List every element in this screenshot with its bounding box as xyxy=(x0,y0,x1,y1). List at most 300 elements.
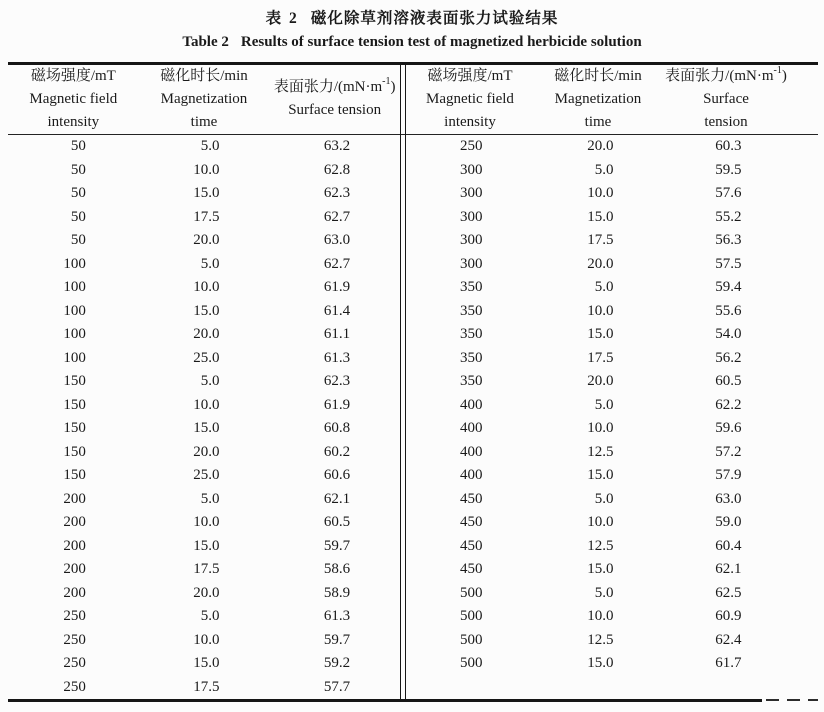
cell-value: 5.0 xyxy=(594,279,614,296)
table-title-en xyxy=(0,31,824,53)
cell-value: 100 xyxy=(63,302,86,319)
cell-value: 62.2 xyxy=(715,396,742,413)
cell-value: 50 xyxy=(70,138,86,155)
magnetic-field-intensity-cell xyxy=(8,655,139,672)
cell-value: 150 xyxy=(63,443,86,460)
table-bottom-rule xyxy=(8,699,762,702)
col-header-en-line2: time xyxy=(190,113,218,130)
col-header-zh: 表面张力$/(mN\cdot m^{-1})$ xyxy=(273,76,396,95)
surface-tension-cell xyxy=(662,279,790,296)
magnetization-time-cell xyxy=(534,279,662,296)
cell-value: 57.6 xyxy=(715,185,742,202)
magnetization-time-cell xyxy=(139,209,270,226)
table-title-en-text: Results of surface tension test of magnetized herbicide solution xyxy=(240,34,642,50)
surface-tension-cell xyxy=(662,209,790,226)
magnetic-field-intensity-cell xyxy=(8,585,139,602)
col-header-en-line2: intensity xyxy=(444,113,496,130)
cell-value: 17.5 xyxy=(193,561,220,578)
cell-value: 62.7 xyxy=(323,208,351,225)
table-row xyxy=(406,535,790,559)
magnetization-time-cell xyxy=(139,326,270,343)
table-title-zh xyxy=(0,7,824,31)
magnetic-field-intensity-cell xyxy=(406,303,534,320)
cell-value: 5.0 xyxy=(594,584,614,601)
magnetic-field-intensity-cell xyxy=(8,256,139,273)
cell-value: 20.0 xyxy=(193,584,220,601)
magnetization-time-cell xyxy=(534,444,662,461)
table-left-rows xyxy=(8,135,400,699)
cell-value: 55.2 xyxy=(715,208,742,225)
cell-value: 350 xyxy=(460,326,483,343)
surface-tension-cell xyxy=(269,420,400,437)
magnetization-time-cell xyxy=(139,632,270,649)
table-row xyxy=(8,323,400,347)
cell-value: 25.0 xyxy=(193,349,220,366)
table-left-header xyxy=(8,65,400,134)
cell-value: 10.0 xyxy=(193,631,220,648)
cell-value: 350 xyxy=(460,349,483,366)
table-row xyxy=(406,488,790,512)
cell-value: 57.2 xyxy=(715,443,742,460)
unit-superscript: -1 xyxy=(773,64,782,76)
magnetic-field-intensity-cell xyxy=(406,162,534,179)
surface-tension-cell xyxy=(269,679,400,696)
table-row xyxy=(8,558,400,582)
magnetic-field-intensity-cell xyxy=(406,655,534,672)
surface-tension-cell xyxy=(662,655,790,672)
magnetic-field-intensity-cell xyxy=(8,514,139,531)
magnetic-field-intensity-cell xyxy=(406,326,534,343)
col-header-en-line1: Magnetic field xyxy=(29,90,118,107)
surface-tension-cell xyxy=(269,561,400,578)
cell-value: 350 xyxy=(460,302,483,319)
table-left-half xyxy=(8,65,400,700)
magnetization-time-cell xyxy=(139,373,270,390)
magnetization-time-cell xyxy=(139,585,270,602)
cell-value: 61.1 xyxy=(323,326,351,343)
table-row xyxy=(406,206,790,230)
cell-value: 61.3 xyxy=(323,608,351,625)
magnetization-time-cell xyxy=(534,350,662,367)
cell-value: 20.0 xyxy=(587,373,614,390)
surface-tension-cell xyxy=(662,303,790,320)
surface-tension-cell xyxy=(269,209,400,226)
magnetization-time-cell xyxy=(139,420,270,437)
surface-tension-cell xyxy=(662,326,790,343)
cell-value: 350 xyxy=(460,373,483,390)
magnetic-field-intensity-cell xyxy=(406,632,534,649)
table-row xyxy=(406,605,790,629)
cell-value: 100 xyxy=(63,279,86,296)
cell-value: 5.0 xyxy=(200,255,220,272)
magnetic-field-intensity-cell xyxy=(406,608,534,625)
cell-value: 15.0 xyxy=(193,302,220,319)
magnetic-field-intensity-cell xyxy=(8,467,139,484)
cell-value: 150 xyxy=(63,373,86,390)
cell-value: 5.0 xyxy=(594,396,614,413)
surface-tension-cell xyxy=(269,373,400,390)
cell-value: 62.8 xyxy=(323,161,351,178)
cell-value: 62.7 xyxy=(323,255,351,272)
magnetization-time-cell xyxy=(139,679,270,696)
cell-value: 5.0 xyxy=(200,138,220,155)
magnetization-time-cell xyxy=(534,467,662,484)
cell-value: 20.0 xyxy=(193,443,220,460)
magnetic-field-intensity-cell xyxy=(406,279,534,296)
surface-tension-cell xyxy=(269,162,400,179)
table-row xyxy=(8,253,400,277)
table-row xyxy=(406,182,790,206)
magnetization-time-cell xyxy=(534,303,662,320)
table-right-header xyxy=(406,65,790,134)
cell-value: 62.3 xyxy=(323,185,351,202)
cell-value: 400 xyxy=(460,396,483,413)
cell-value: 17.5 xyxy=(193,208,220,225)
magnetization-time-cell xyxy=(139,350,270,367)
table-row xyxy=(406,629,790,653)
cell-value: 63.2 xyxy=(323,138,351,155)
magnetization-time-cell xyxy=(534,655,662,672)
cell-value: 10.0 xyxy=(587,185,614,202)
cell-value: 10.0 xyxy=(587,420,614,437)
cell-value: 15.0 xyxy=(587,208,614,225)
table-row xyxy=(406,300,790,324)
table-row xyxy=(8,417,400,441)
magnetic-field-intensity-cell xyxy=(406,350,534,367)
magnetization-time-cell xyxy=(139,655,270,672)
magnetic-field-intensity-cell xyxy=(406,491,534,508)
cell-value: 15.0 xyxy=(193,185,220,202)
table-row xyxy=(8,535,400,559)
magnetization-time-cell xyxy=(139,444,270,461)
cell-value: 300 xyxy=(460,232,483,249)
surface-tension-cell xyxy=(269,232,400,249)
table-row xyxy=(8,347,400,371)
cell-value: 300 xyxy=(460,255,483,272)
surface-tension-cell xyxy=(662,585,790,602)
cell-value: 20.0 xyxy=(193,232,220,249)
magnetization-time-cell xyxy=(139,232,270,249)
cell-value: 400 xyxy=(460,443,483,460)
col-header-zh: 磁化时长/min xyxy=(160,67,248,84)
magnetic-field-intensity-cell xyxy=(8,185,139,202)
cell-value: 15.0 xyxy=(193,655,220,672)
magnetic-field-intensity-cell xyxy=(406,561,534,578)
cell-value: 10.0 xyxy=(193,279,220,296)
table-row xyxy=(406,253,790,277)
magnetic-field-intensity-cell xyxy=(8,326,139,343)
col-header-surface-tension xyxy=(269,65,400,134)
surface-tension-cell xyxy=(662,420,790,437)
cell-value: 5.0 xyxy=(594,490,614,507)
surface-tension-cell xyxy=(662,538,790,555)
magnetic-field-intensity-cell xyxy=(8,679,139,696)
cell-value: 15.0 xyxy=(193,420,220,437)
cell-value: 60.9 xyxy=(715,608,742,625)
magnetization-time-cell xyxy=(534,326,662,343)
cell-value: 10.0 xyxy=(193,161,220,178)
table-row xyxy=(8,229,400,253)
magnetic-field-intensity-cell xyxy=(8,420,139,437)
table-row xyxy=(406,558,790,582)
col-header-zh: 表面张力$/(mN\cdot m^{-1})$ xyxy=(665,64,787,84)
magnetic-field-intensity-cell xyxy=(8,232,139,249)
cell-value: 150 xyxy=(63,396,86,413)
cell-value: 56.3 xyxy=(715,232,742,249)
magnetic-field-intensity-cell xyxy=(406,138,534,155)
cell-value: 500 xyxy=(460,655,483,672)
surface-tension-cell xyxy=(269,350,400,367)
col-header-magnetization-time xyxy=(139,65,270,134)
cell-value: 60.5 xyxy=(323,514,351,531)
magnetization-time-cell xyxy=(139,514,270,531)
surface-tension-cell xyxy=(269,491,400,508)
cell-value: 17.5 xyxy=(587,232,614,249)
magnetic-field-intensity-cell xyxy=(8,632,139,649)
magnetization-time-cell xyxy=(139,538,270,555)
table-row xyxy=(8,370,400,394)
cell-value: 350 xyxy=(460,279,483,296)
magnetization-time-cell xyxy=(139,467,270,484)
cell-value: 400 xyxy=(460,467,483,484)
table-row xyxy=(406,441,790,465)
table-row xyxy=(406,652,790,676)
table-title-zh-text: 磁化除草剂溶液表面张力试验结果 xyxy=(310,10,559,27)
table-row xyxy=(406,229,790,253)
cell-value: 56.2 xyxy=(715,349,742,366)
magnetic-field-intensity-cell xyxy=(406,256,534,273)
surface-tension-cell xyxy=(662,514,790,531)
table-row xyxy=(8,276,400,300)
cell-value: 61.4 xyxy=(323,302,351,319)
surface-tension-cell xyxy=(269,397,400,414)
cell-value: 450 xyxy=(460,514,483,531)
magnetization-time-cell xyxy=(534,138,662,155)
magnetic-field-intensity-cell xyxy=(406,585,534,602)
magnetic-field-intensity-cell xyxy=(8,373,139,390)
magnetization-time-cell xyxy=(139,303,270,320)
cell-value: 5.0 xyxy=(594,161,614,178)
cell-value: 10.0 xyxy=(587,608,614,625)
magnetization-time-cell xyxy=(534,608,662,625)
magnetization-time-cell xyxy=(139,561,270,578)
cell-value: 55.6 xyxy=(715,302,742,319)
cell-value: 60.2 xyxy=(323,443,351,460)
cell-value: 60.8 xyxy=(323,420,351,437)
table-bottom-rule-dashes xyxy=(766,699,818,702)
magnetic-field-intensity-cell xyxy=(8,397,139,414)
col-header-en-line1: Magnetization xyxy=(554,90,642,107)
cell-value: 59.4 xyxy=(715,279,742,296)
cell-value: 63.0 xyxy=(715,490,742,507)
surface-tension-cell xyxy=(662,185,790,202)
cell-value: 61.9 xyxy=(323,279,351,296)
cell-value: 54.0 xyxy=(715,326,742,343)
surface-tension-cell xyxy=(662,373,790,390)
magnetic-field-intensity-cell xyxy=(8,538,139,555)
cell-value: 250 xyxy=(63,631,86,648)
table-row xyxy=(8,488,400,512)
surface-tension-cell xyxy=(662,232,790,249)
cell-value: 50 xyxy=(70,208,86,225)
col-header-en-line1: Surface tension xyxy=(288,102,382,118)
magnetic-field-intensity-cell xyxy=(8,491,139,508)
cell-value: 300 xyxy=(460,161,483,178)
table-row xyxy=(8,511,400,535)
magnetization-time-cell xyxy=(139,185,270,202)
table-right-half xyxy=(406,65,818,700)
cell-value: 400 xyxy=(460,420,483,437)
magnetic-field-intensity-cell xyxy=(8,561,139,578)
cell-value: 61.7 xyxy=(715,655,742,672)
cell-value: 500 xyxy=(460,631,483,648)
table-row xyxy=(8,159,400,183)
results-table xyxy=(8,62,818,702)
magnetic-field-intensity-cell xyxy=(8,209,139,226)
magnetization-time-cell xyxy=(534,162,662,179)
cell-value: 59.2 xyxy=(323,655,351,672)
magnetization-time-cell xyxy=(534,232,662,249)
magnetization-time-cell xyxy=(534,514,662,531)
col-header-magnetization-time xyxy=(534,65,662,134)
cell-value: 450 xyxy=(460,561,483,578)
cell-value: 450 xyxy=(460,537,483,554)
table-row xyxy=(406,135,790,159)
magnetization-time-cell xyxy=(534,420,662,437)
table-row xyxy=(8,135,400,159)
cell-value: 15.0 xyxy=(193,537,220,554)
cell-value: 150 xyxy=(63,467,86,484)
cell-value: 500 xyxy=(460,608,483,625)
cell-value: 15.0 xyxy=(587,467,614,484)
cell-value: 59.7 xyxy=(323,537,351,554)
surface-tension-cell xyxy=(269,585,400,602)
table-row xyxy=(8,300,400,324)
table-row xyxy=(406,511,790,535)
surface-tension-cell xyxy=(269,514,400,531)
col-header-en-line2: tension xyxy=(704,113,748,130)
cell-value: 58.9 xyxy=(323,584,351,601)
cell-value: 500 xyxy=(460,584,483,601)
col-header-en-line1: Surface xyxy=(703,90,749,107)
surface-tension-cell xyxy=(662,491,790,508)
surface-tension-cell xyxy=(662,608,790,625)
cell-value: 15.0 xyxy=(587,655,614,672)
cell-value: 250 xyxy=(63,608,86,625)
cell-value: 12.5 xyxy=(587,537,614,554)
magnetization-time-cell xyxy=(534,538,662,555)
surface-tension-cell xyxy=(662,561,790,578)
surface-tension-cell xyxy=(662,467,790,484)
col-header-zh: 磁化时长/min xyxy=(554,67,642,84)
unit-superscript: -1 xyxy=(382,76,391,87)
surface-tension-cell xyxy=(662,138,790,155)
col-header-zh: 磁场强度/mT xyxy=(427,67,513,84)
surface-tension-cell xyxy=(269,655,400,672)
cell-value: 57.5 xyxy=(715,255,742,272)
magnetic-field-intensity-cell xyxy=(406,444,534,461)
table-row xyxy=(8,629,400,653)
surface-tension-cell xyxy=(269,608,400,625)
cell-value: 15.0 xyxy=(587,326,614,343)
surface-tension-cell xyxy=(662,397,790,414)
magnetization-time-cell xyxy=(534,561,662,578)
table-number-zh: 表 2 xyxy=(265,10,299,27)
cell-value: 10.0 xyxy=(587,302,614,319)
cell-value: 58.6 xyxy=(323,561,351,578)
magnetization-time-cell xyxy=(534,209,662,226)
cell-value: 10.0 xyxy=(587,514,614,531)
magnetization-time-cell xyxy=(139,256,270,273)
cell-value: 250 xyxy=(63,678,86,695)
cell-value: 59.7 xyxy=(323,631,351,648)
col-header-en-line2: time xyxy=(584,113,612,130)
magnetization-time-cell xyxy=(534,185,662,202)
table-row xyxy=(406,370,790,394)
cell-value: 60.4 xyxy=(715,537,742,554)
surface-tension-cell xyxy=(269,444,400,461)
magnetic-field-intensity-cell xyxy=(406,185,534,202)
cell-value: 100 xyxy=(63,255,86,272)
cell-value: 17.5 xyxy=(193,678,220,695)
cell-value: 62.5 xyxy=(715,584,742,601)
cell-value: 50 xyxy=(70,232,86,249)
cell-value: 200 xyxy=(63,490,86,507)
cell-value: 300 xyxy=(460,208,483,225)
cell-value: 5.0 xyxy=(200,608,220,625)
cell-value: 150 xyxy=(63,420,86,437)
magnetic-field-intensity-cell xyxy=(8,162,139,179)
cell-value: 20.0 xyxy=(587,138,614,155)
surface-tension-cell xyxy=(269,303,400,320)
surface-tension-cell xyxy=(269,467,400,484)
cell-value: 57.9 xyxy=(715,467,742,484)
col-header-en-line2: intensity xyxy=(47,113,100,130)
magnetic-field-intensity-cell xyxy=(406,209,534,226)
magnetization-time-cell xyxy=(534,397,662,414)
table-row xyxy=(406,276,790,300)
magnetization-time-cell xyxy=(534,491,662,508)
cell-value: 10.0 xyxy=(193,514,220,531)
cell-value: 12.5 xyxy=(587,631,614,648)
table-row xyxy=(406,323,790,347)
cell-value: 200 xyxy=(63,561,86,578)
table-row xyxy=(406,394,790,418)
magnetic-field-intensity-cell xyxy=(406,467,534,484)
surface-tension-cell xyxy=(662,350,790,367)
table-row xyxy=(8,441,400,465)
col-header-en-line1: Magnetic field xyxy=(426,90,514,107)
magnetic-field-intensity-cell xyxy=(406,373,534,390)
cell-value: 61.3 xyxy=(323,349,351,366)
magnetic-field-intensity-cell xyxy=(406,397,534,414)
cell-value: 200 xyxy=(63,537,86,554)
table-number-en: Table 2 xyxy=(182,34,229,50)
cell-value: 25.0 xyxy=(193,467,220,484)
cell-value: 60.5 xyxy=(715,373,742,390)
magnetization-time-cell xyxy=(534,373,662,390)
table-row xyxy=(8,605,400,629)
table-row xyxy=(406,347,790,371)
surface-tension-cell xyxy=(269,538,400,555)
cell-value: 10.0 xyxy=(193,396,220,413)
table-titles xyxy=(0,7,824,53)
magnetization-time-cell xyxy=(139,279,270,296)
magnetization-time-cell xyxy=(534,632,662,649)
cell-value: 450 xyxy=(460,490,483,507)
cell-value: 62.1 xyxy=(323,490,351,507)
table-right-rows xyxy=(406,135,790,676)
